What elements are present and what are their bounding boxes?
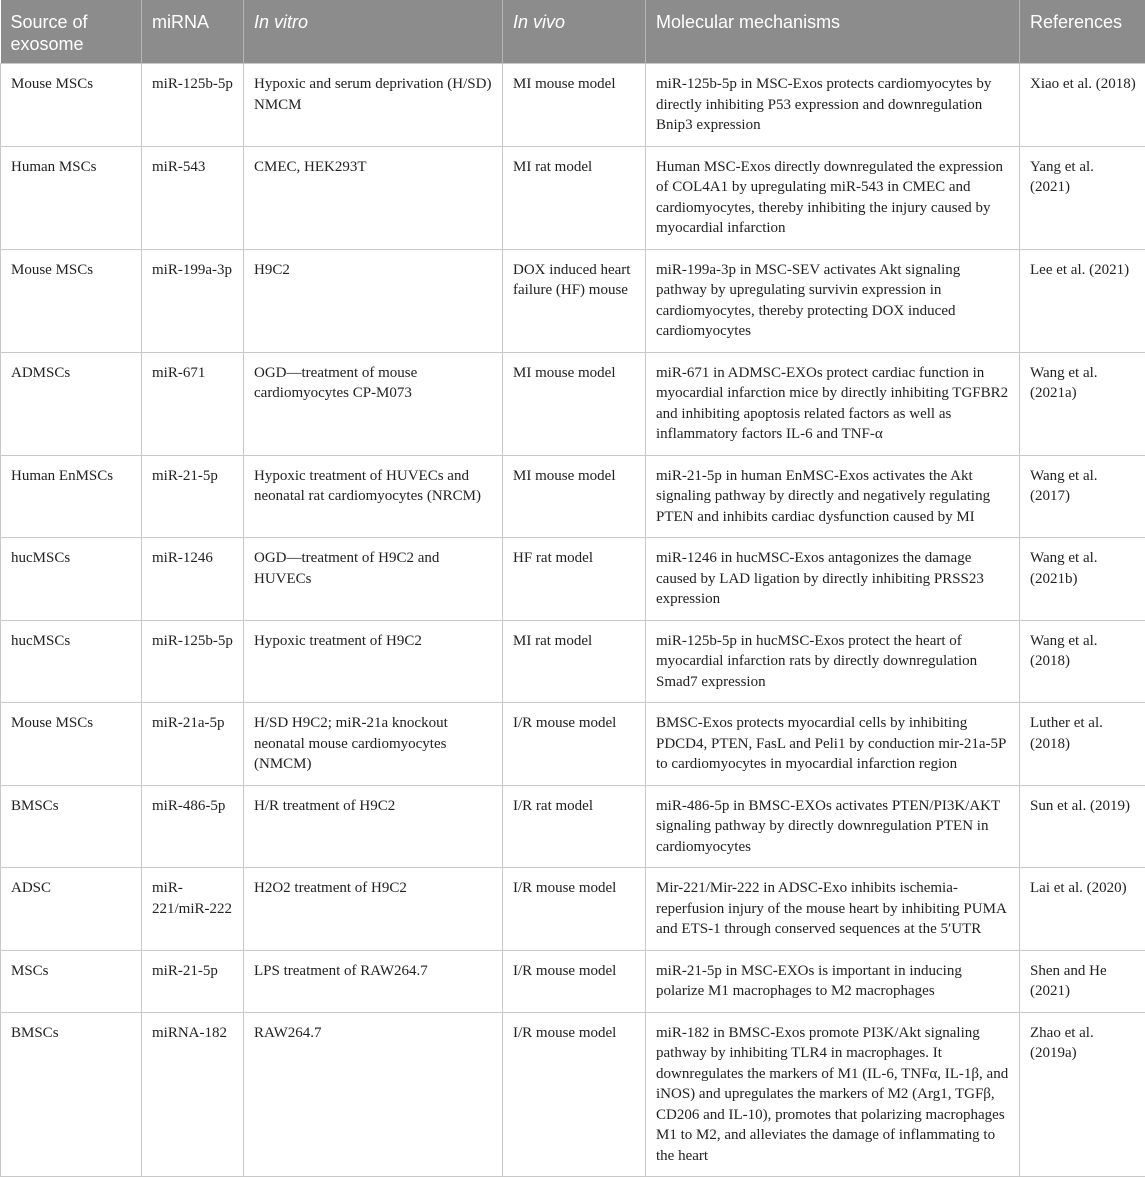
cell-source: hucMSCs — [1, 620, 142, 703]
cell-mechanism: miR-21-5p in MSC-EXOs is important in inducing polarize M1 macrophages to M2 macrophages — [646, 950, 1020, 1012]
table-row — [1, 538, 1145, 621]
cell-in-vitro: CMEC, HEK293T — [244, 146, 503, 249]
header-mirna: miRNA — [142, 0, 244, 64]
cell-source: ADMSCs — [1, 352, 142, 455]
cell-in-vitro: OGD—treatment of mouse cardiomyocytes CP-M073 — [244, 352, 503, 455]
cell-mechanism: Human MSC-Exos directly downregulated the expression of COL4A1 by upregulating miR-543 in CMEC and cardiomyocytes, thereby inhibiting the injury caused by myocardial infarction — [646, 146, 1020, 249]
cell-in-vivo: MI mouse model — [503, 64, 646, 147]
cell-mechanism: miR-125b-5p in hucMSC-Exos protect the heart of myocardial infarction rats by directly downregulation Smad7 expression — [646, 620, 1020, 703]
table-row — [1, 249, 1145, 352]
cell-mirna: miR-671 — [142, 352, 244, 455]
cell-reference: Shen and He (2021) — [1020, 950, 1145, 1012]
table-row — [1, 146, 1145, 249]
cell-reference: Wang et al. (2017) — [1020, 455, 1145, 538]
cell-mirna: miR-543 — [142, 146, 244, 249]
cell-reference: Sun et al. (2019) — [1020, 785, 1145, 868]
table-row — [1, 703, 1145, 786]
cell-in-vitro: Hypoxic treatment of HUVECs and neonatal rat cardiomyocytes (NRCM) — [244, 455, 503, 538]
cell-in-vitro: OGD—treatment of H9C2 and HUVECs — [244, 538, 503, 621]
cell-in-vivo: MI rat model — [503, 146, 646, 249]
cell-mirna: miR-1246 — [142, 538, 244, 621]
table-header — [1, 0, 1145, 64]
cell-source: Human MSCs — [1, 146, 142, 249]
cell-reference: Zhao et al. (2019a) — [1020, 1012, 1145, 1177]
cell-source: BMSCs — [1, 1012, 142, 1177]
cell-reference: Wang et al. (2021b) — [1020, 538, 1145, 621]
table-row — [1, 868, 1145, 951]
table-row — [1, 1012, 1145, 1177]
cell-in-vivo: I/R mouse model — [503, 703, 646, 786]
cell-mechanism: miR-125b-5p in MSC-Exos protects cardiomyocytes by directly inhibiting P53 expression and downregulation Bnip3 expression — [646, 64, 1020, 147]
cell-mirna: miR-21a-5p — [142, 703, 244, 786]
cell-in-vivo: MI mouse model — [503, 455, 646, 538]
cell-in-vivo: DOX induced heart failure (HF) mouse — [503, 249, 646, 352]
cell-mechanism: miR-671 in ADMSC-EXOs protect cardiac function in myocardial infarction mice by directly inhibiting TGFBR2 and inhibiting apoptosis related factors as well as inflammatory factors IL-6 and TNF-α — [646, 352, 1020, 455]
header-row — [1, 0, 1145, 64]
table-row — [1, 352, 1145, 455]
cell-source: MSCs — [1, 950, 142, 1012]
cell-reference: Lai et al. (2020) — [1020, 868, 1145, 951]
cell-mirna: miR-125b-5p — [142, 64, 244, 147]
header-in-vitro: In vitro — [244, 0, 503, 64]
cell-source: Human EnMSCs — [1, 455, 142, 538]
table-row — [1, 620, 1145, 703]
table-row — [1, 455, 1145, 538]
cell-mechanism: miR-182 in BMSC-Exos promote PI3K/Akt signaling pathway by inhibiting TLR4 in macrophages. It downregulates the markers of M1 (IL-6, TNFα, IL-1β, and iNOS) and upregulates the markers of M2 (Arg1, TGFβ, CD206 and IL-10), promotes that polarizing macrophages M1 to M2, and alleviates the damage of inflammating to the heart — [646, 1012, 1020, 1177]
cell-source: Mouse MSCs — [1, 249, 142, 352]
cell-in-vitro: Hypoxic and serum deprivation (H/SD) NMCM — [244, 64, 503, 147]
cell-in-vivo: HF rat model — [503, 538, 646, 621]
cell-mirna: miR-21-5p — [142, 455, 244, 538]
header-molecular-mechanisms: Molecular mechanisms — [646, 0, 1020, 64]
cell-in-vitro: H9C2 — [244, 249, 503, 352]
cell-in-vitro: H/SD H9C2; miR-21a knockout neonatal mouse cardiomyocytes (NMCM) — [244, 703, 503, 786]
cell-in-vitro: RAW264.7 — [244, 1012, 503, 1177]
cell-mechanism: Mir-221/Mir-222 in ADSC-Exo inhibits ischemia-reperfusion injury of the mouse heart by inhibiting PUMA and ETS-1 through conserved sequences at the 5′UTR — [646, 868, 1020, 951]
cell-in-vivo: I/R mouse model — [503, 950, 646, 1012]
table-row — [1, 950, 1145, 1012]
cell-in-vitro: LPS treatment of RAW264.7 — [244, 950, 503, 1012]
cell-in-vitro: Hypoxic treatment of H9C2 — [244, 620, 503, 703]
cell-mirna: miR-21-5p — [142, 950, 244, 1012]
table-row — [1, 785, 1145, 868]
table-body — [1, 64, 1145, 1177]
cell-mechanism: miR-486-5p in BMSC-EXOs activates PTEN/PI3K/AKT signaling pathway by directly downregulation PTEN in cardiomyocytes — [646, 785, 1020, 868]
header-in-vivo: In vivo — [503, 0, 646, 64]
cell-mirna: miR-199a-3p — [142, 249, 244, 352]
cell-reference: Yang et al. (2021) — [1020, 146, 1145, 249]
table-row — [1, 64, 1145, 147]
cell-source: Mouse MSCs — [1, 64, 142, 147]
header-source-of-exosome: Source of exosome — [1, 0, 142, 64]
cell-in-vivo: I/R mouse model — [503, 1012, 646, 1177]
cell-mirna: miR-221/miR-222 — [142, 868, 244, 951]
cell-reference: Wang et al. (2018) — [1020, 620, 1145, 703]
cell-in-vivo: MI rat model — [503, 620, 646, 703]
cell-mechanism: miR-199a-3p in MSC-SEV activates Akt signaling pathway by upregulating survivin expression in cardiomyocytes, thereby protecting DOX induced cardiomyocytes — [646, 249, 1020, 352]
cell-reference: Xiao et al. (2018) — [1020, 64, 1145, 147]
header-references: References — [1020, 0, 1145, 64]
cell-reference: Wang et al. (2021a) — [1020, 352, 1145, 455]
cell-in-vivo: I/R rat model — [503, 785, 646, 868]
cell-mirna: miR-486-5p — [142, 785, 244, 868]
cell-mechanism: miR-21-5p in human EnMSC-Exos activates the Akt signaling pathway by directly and negatively regulating PTEN and inhibits cardiac dysfunction caused by MI — [646, 455, 1020, 538]
cell-reference: Lee et al. (2021) — [1020, 249, 1145, 352]
cell-source: BMSCs — [1, 785, 142, 868]
cell-mirna: miRNA-182 — [142, 1012, 244, 1177]
cell-source: Mouse MSCs — [1, 703, 142, 786]
cell-reference: Luther et al. (2018) — [1020, 703, 1145, 786]
cell-mechanism: miR-1246 in hucMSC-Exos antagonizes the damage caused by LAD ligation by directly inhibiting PRSS23 expression — [646, 538, 1020, 621]
cell-source: ADSC — [1, 868, 142, 951]
cell-source: hucMSCs — [1, 538, 142, 621]
cell-in-vitro: H/R treatment of H9C2 — [244, 785, 503, 868]
cell-mirna: miR-125b-5p — [142, 620, 244, 703]
cell-in-vivo: I/R mouse model — [503, 868, 646, 951]
cell-in-vivo: MI mouse model — [503, 352, 646, 455]
cell-mechanism: BMSC-Exos protects myocardial cells by inhibiting PDCD4, PTEN, FasL and Peli1 by conduction mir-21a-5P to cardiomyocytes in myocardial infarction region — [646, 703, 1020, 786]
cell-in-vitro: H2O2 treatment of H9C2 — [244, 868, 503, 951]
